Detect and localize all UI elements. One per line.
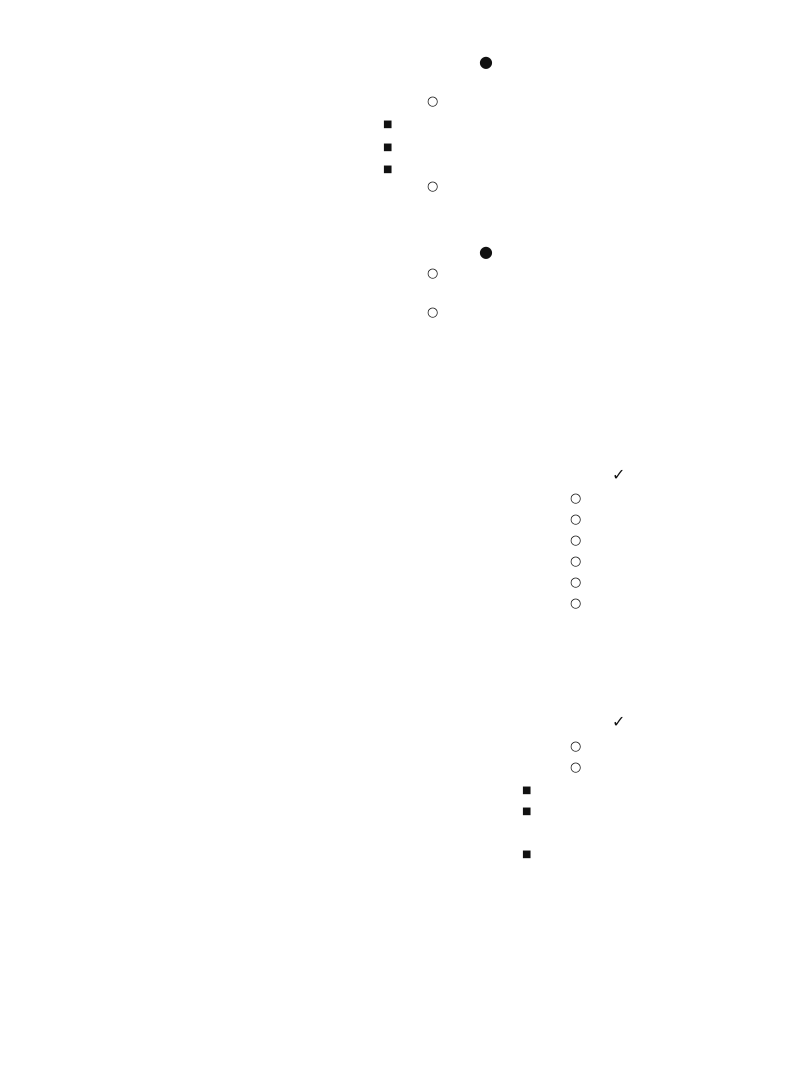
bullet-square-icon: ■ [522, 785, 532, 796]
bullet-circle-icon: ○ [570, 596, 582, 611]
bullet-circle-icon: ○ [570, 512, 582, 527]
bullet-dot-icon: ● [479, 242, 493, 261]
bullet-circle-icon: ○ [570, 575, 582, 590]
bullet-circle-icon: ○ [427, 266, 439, 281]
checkmark-icon: ✓ [612, 465, 626, 484]
bullet-circle-icon: ○ [570, 533, 582, 548]
bullet-circle-icon: ○ [570, 491, 582, 506]
bullet-dot-icon: ● [479, 52, 493, 71]
bullet-circle-icon: ○ [570, 760, 582, 775]
bullet-square-icon: ■ [383, 142, 393, 153]
bullet-circle-icon: ○ [427, 94, 439, 109]
bullet-square-icon: ■ [383, 164, 393, 175]
checkmark-icon: ✓ [612, 712, 626, 731]
bullet-circle-icon: ○ [427, 179, 439, 194]
bullet-square-icon: ■ [522, 849, 532, 860]
bullet-square-icon: ■ [522, 806, 532, 817]
bullet-circle-icon: ○ [570, 554, 582, 569]
bullet-circle-icon: ○ [427, 305, 439, 320]
bullet-square-icon: ■ [383, 119, 393, 130]
bullet-circle-icon: ○ [570, 739, 582, 754]
